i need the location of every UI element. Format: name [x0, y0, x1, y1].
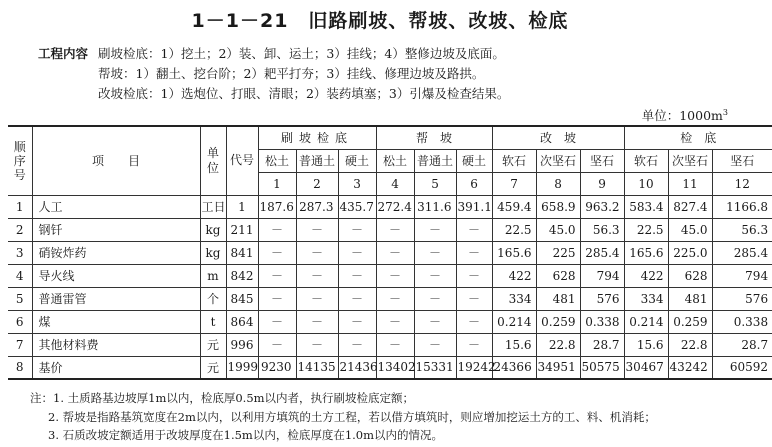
row-value: 45.0	[536, 218, 580, 241]
table-row	[8, 287, 772, 310]
row-seq: 1	[8, 195, 32, 218]
row-code: 842	[226, 264, 258, 287]
row-value: －	[258, 241, 296, 264]
row-seq: 7	[8, 333, 32, 356]
row-value: 0.259	[668, 310, 712, 333]
row-value: 1166.8	[712, 195, 772, 218]
row-value: 50575	[580, 356, 624, 379]
row-value: 287.3	[296, 195, 338, 218]
row-value: －	[296, 241, 338, 264]
row-value: 22.8	[668, 333, 712, 356]
row-value: －	[258, 287, 296, 310]
row-unit: 元	[200, 333, 226, 356]
row-value: －	[296, 333, 338, 356]
work-content-label: 工程内容	[38, 46, 89, 61]
row-item: 普通雷管	[32, 287, 200, 310]
note-line: 3. 石质改坡定额适用于改坡厚度在1.5m以内，检底厚度在1.0m以内的情况。	[48, 428, 444, 442]
row-value: 481	[668, 287, 712, 310]
row-value: －	[258, 333, 296, 356]
row-value: 45.0	[668, 218, 712, 241]
row-code: 864	[226, 310, 258, 333]
row-item: 硝铵炸药	[32, 241, 200, 264]
row-value: －	[376, 241, 414, 264]
row-value: －	[296, 310, 338, 333]
row-value: 628	[536, 264, 580, 287]
row-unit: kg	[200, 218, 226, 241]
row-value: 0.214	[492, 310, 536, 333]
table-row	[8, 310, 772, 333]
row-value: 15.6	[492, 333, 536, 356]
row-value: 334	[492, 287, 536, 310]
header-subcolumn: 软石	[492, 149, 536, 172]
row-value: 225	[536, 241, 580, 264]
row-value: 827.4	[668, 195, 712, 218]
header-subcolumn: 硬土	[338, 149, 376, 172]
header-subcolumn: 松土	[376, 149, 414, 172]
work-line-3	[38, 84, 509, 104]
row-value: 34951	[536, 356, 580, 379]
row-unit: 工日	[200, 195, 226, 218]
row-value: －	[376, 287, 414, 310]
header-item: 项 目	[32, 126, 200, 195]
row-value: 14135	[296, 356, 338, 379]
row-value: －	[376, 218, 414, 241]
row-value: 165.6	[624, 241, 668, 264]
table-row	[8, 264, 772, 287]
header-column-number: 3	[338, 172, 376, 195]
row-value: 187.6	[258, 195, 296, 218]
header-column-number: 10	[624, 172, 668, 195]
header-group: 刷坡检底	[258, 126, 376, 149]
row-value: －	[258, 218, 296, 241]
row-value: 15331	[414, 356, 456, 379]
row-value: －	[414, 310, 456, 333]
page-title: 1－1－21 旧路刷坡、帮坡、改坡、检底	[191, 10, 569, 32]
row-value: 583.4	[624, 195, 668, 218]
table-row	[8, 241, 772, 264]
row-value: 19242	[456, 356, 492, 379]
header-group: 帮 坡	[376, 126, 492, 149]
header-column-number: 2	[296, 172, 338, 195]
row-value: 56.3	[712, 218, 772, 241]
row-value: 0.214	[624, 310, 668, 333]
row-value: －	[414, 218, 456, 241]
row-unit: kg	[200, 241, 226, 264]
row-value: 0.259	[536, 310, 580, 333]
row-value: 311.6	[414, 195, 456, 218]
row-value: 56.3	[580, 218, 624, 241]
row-value: 28.7	[712, 333, 772, 356]
row-item: 其他材料费	[32, 333, 200, 356]
row-value: －	[456, 218, 492, 241]
row-seq: 8	[8, 356, 32, 379]
row-value: 391.1	[456, 195, 492, 218]
row-value: －	[414, 241, 456, 264]
row-value: 225.0	[668, 241, 712, 264]
row-value: 334	[624, 287, 668, 310]
header-subcolumn: 普通土	[414, 149, 456, 172]
row-value: 422	[624, 264, 668, 287]
row-seq: 2	[8, 218, 32, 241]
row-value: －	[296, 264, 338, 287]
note-line: 注：1. 土质路基边坡厚1m以内，检底厚0.5m以内者，执行刷坡检底定额；	[30, 391, 415, 405]
row-value: －	[456, 287, 492, 310]
row-value: －	[258, 264, 296, 287]
row-value: 28.7	[580, 333, 624, 356]
row-value: －	[338, 333, 376, 356]
work-content	[38, 44, 509, 104]
header-column-number: 9	[580, 172, 624, 195]
row-value: 0.338	[712, 310, 772, 333]
table-row	[8, 195, 772, 218]
row-value: －	[338, 218, 376, 241]
row-value: 576	[712, 287, 772, 310]
header-column-number: 5	[414, 172, 456, 195]
row-code: 841	[226, 241, 258, 264]
header-subcolumn: 软石	[624, 149, 668, 172]
header-unit: 单位	[200, 126, 226, 195]
row-value: 794	[580, 264, 624, 287]
row-value: 30467	[624, 356, 668, 379]
table-header-row-1	[8, 126, 772, 149]
note-line: 2. 帮坡是指路基筑宽度在2m以内，以利用方填筑的土方工程，若以借方填筑时，则应增加挖运土方的工、料、机消耗；	[48, 409, 656, 424]
row-value: －	[414, 287, 456, 310]
header-code: 代号	[226, 126, 258, 195]
notes	[30, 389, 656, 445]
row-value: 459.4	[492, 195, 536, 218]
row-value: －	[338, 264, 376, 287]
row-value: 22.5	[624, 218, 668, 241]
header-subcolumn: 坚石	[712, 149, 772, 172]
row-value: 24366	[492, 356, 536, 379]
row-value: －	[376, 264, 414, 287]
unit-label: 单位：$1000m^3$	[641, 107, 728, 123]
row-value: 43242	[668, 356, 712, 379]
work-line-1	[38, 44, 509, 64]
header-column-number: 1	[258, 172, 296, 195]
header-subcolumn: 次坚石	[536, 149, 580, 172]
table-row	[8, 356, 772, 379]
work-line-2	[38, 64, 509, 84]
work-line-text: 帮坡：1）翻土、挖台阶；2）耙平打夯；3）挂线、修理边坡及路拱。	[98, 66, 485, 81]
row-value: －	[414, 264, 456, 287]
row-value: 0.338	[580, 310, 624, 333]
row-value: 15.6	[624, 333, 668, 356]
header-subcolumn: 松土	[258, 149, 296, 172]
row-value: －	[414, 333, 456, 356]
row-value: －	[338, 287, 376, 310]
row-value: 272.4	[376, 195, 414, 218]
row-value: －	[456, 264, 492, 287]
row-item: 基价	[32, 356, 200, 379]
row-value: 165.6	[492, 241, 536, 264]
header-subcolumn: 坚石	[580, 149, 624, 172]
table-row	[8, 333, 772, 356]
row-value: －	[456, 241, 492, 264]
row-seq: 3	[8, 241, 32, 264]
work-line-text: 刷坡检底：1）挖土；2）装、卸、运土；3）挂线；4）整修边坡及底面。	[98, 46, 505, 61]
row-item: 钢钎	[32, 218, 200, 241]
row-value: 422	[492, 264, 536, 287]
header-column-number: 11	[668, 172, 712, 195]
row-value: 285.4	[712, 241, 772, 264]
header-column-number: 8	[536, 172, 580, 195]
header-group: 改 坡	[492, 126, 624, 149]
row-value: 963.2	[580, 195, 624, 218]
work-line-text: 改坡检底：1）选炮位、打眼、清眼；2）装药填塞；3）引爆及检查结果。	[98, 86, 510, 101]
row-seq: 5	[8, 287, 32, 310]
row-item: 煤	[32, 310, 200, 333]
row-item: 导火线	[32, 264, 200, 287]
row-value: 481	[536, 287, 580, 310]
row-value: 576	[580, 287, 624, 310]
row-value: 22.5	[492, 218, 536, 241]
row-value: 22.8	[536, 333, 580, 356]
row-unit: 个	[200, 287, 226, 310]
row-item: 人工	[32, 195, 200, 218]
header-column-number: 4	[376, 172, 414, 195]
row-code: 211	[226, 218, 258, 241]
row-value: 285.4	[580, 241, 624, 264]
row-value: 435.7	[338, 195, 376, 218]
header-subcolumn: 普通土	[296, 149, 338, 172]
header-column-number: 12	[712, 172, 772, 195]
quota-table	[8, 125, 772, 380]
row-code: 845	[226, 287, 258, 310]
row-seq: 6	[8, 310, 32, 333]
row-value: －	[338, 241, 376, 264]
row-value: －	[258, 310, 296, 333]
row-value: －	[456, 310, 492, 333]
row-value: －	[296, 218, 338, 241]
row-value: 21436	[338, 356, 376, 379]
row-value: 794	[712, 264, 772, 287]
row-code: 1999	[226, 356, 258, 379]
row-code: 996	[226, 333, 258, 356]
header-column-number: 6	[456, 172, 492, 195]
row-value: －	[376, 333, 414, 356]
row-unit: m	[200, 264, 226, 287]
row-value: 658.9	[536, 195, 580, 218]
row-unit: t	[200, 310, 226, 333]
row-value: －	[296, 287, 338, 310]
row-code: 1	[226, 195, 258, 218]
row-value: 9230	[258, 356, 296, 379]
row-value: －	[338, 310, 376, 333]
header-subcolumn: 次坚石	[668, 149, 712, 172]
row-unit: 元	[200, 356, 226, 379]
table-row	[8, 218, 772, 241]
row-value: 628	[668, 264, 712, 287]
row-value: －	[376, 310, 414, 333]
row-value: －	[456, 333, 492, 356]
row-value: 60592	[712, 356, 772, 379]
header-group: 检 底	[624, 126, 772, 149]
header-seq: 顺序号	[8, 126, 32, 195]
header-column-number: 7	[492, 172, 536, 195]
row-value: 13402	[376, 356, 414, 379]
header-subcolumn: 硬土	[456, 149, 492, 172]
row-seq: 4	[8, 264, 32, 287]
